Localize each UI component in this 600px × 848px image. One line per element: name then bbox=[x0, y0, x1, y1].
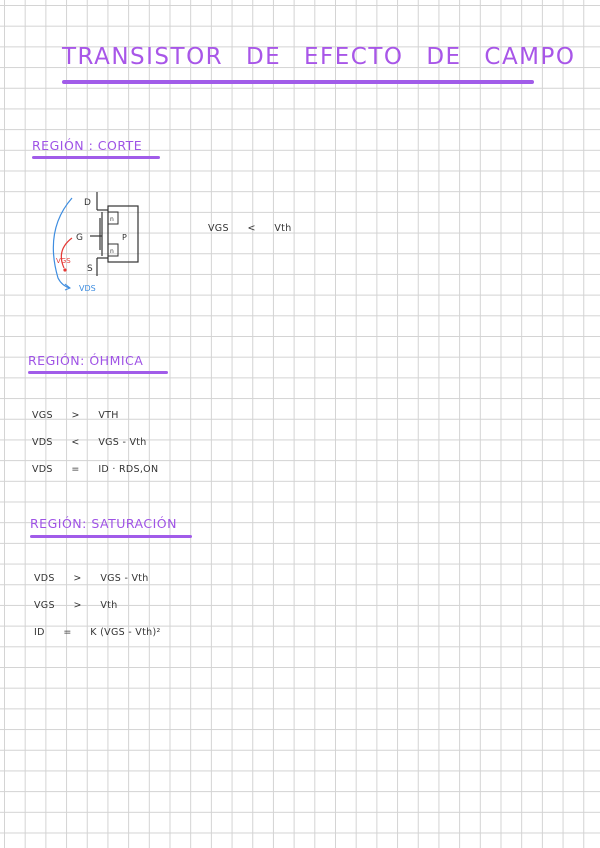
ohmica-eq3-op: = bbox=[71, 464, 80, 475]
vds-label: VDS bbox=[79, 284, 96, 293]
title-underline bbox=[62, 80, 534, 84]
drain-label: D bbox=[84, 198, 91, 208]
saturacion-equation-1 bbox=[34, 573, 149, 584]
section-heading-ohmica: REGIÓN: ÓHMICA bbox=[28, 353, 144, 368]
section-heading-saturacion: REGIÓN: SATURACIÓN bbox=[30, 516, 177, 531]
ohmica-eq3-rhs: ID · RDS,ON bbox=[98, 464, 159, 475]
saturacion-eq2-lhs: VGS bbox=[34, 600, 55, 611]
gate-label: G bbox=[76, 233, 83, 243]
saturacion-eq3-op: = bbox=[63, 627, 72, 638]
saturacion-equation-2 bbox=[34, 600, 118, 611]
saturacion-eq3-rhs: K (VGS - Vth)² bbox=[90, 627, 161, 638]
ohmica-eq1-rhs: VTH bbox=[98, 410, 119, 421]
corte-rhs: Vth bbox=[274, 223, 292, 234]
ohmica-eq1-lhs: VGS bbox=[32, 410, 53, 421]
section-underline-corte bbox=[32, 156, 160, 159]
saturacion-eq3-lhs: ID bbox=[34, 627, 45, 638]
saturacion-equation-3 bbox=[34, 627, 161, 638]
saturacion-eq1-rhs: VGS - Vth bbox=[100, 573, 149, 584]
vgs-label: VGS bbox=[56, 257, 71, 265]
ohmica-equation-2 bbox=[32, 437, 147, 448]
source-label: S bbox=[87, 264, 93, 274]
ohmica-equation-3 bbox=[32, 464, 158, 475]
vds-arrow bbox=[53, 198, 72, 288]
corte-op: < bbox=[247, 223, 256, 234]
mosfet-diagram bbox=[40, 190, 180, 300]
corte-condition bbox=[208, 223, 292, 234]
saturacion-eq1-lhs: VDS bbox=[34, 573, 55, 584]
saturacion-eq1-op: > bbox=[73, 573, 82, 584]
corte-lhs: VGS bbox=[208, 223, 229, 234]
ohmica-eq1-op: > bbox=[71, 410, 80, 421]
saturacion-eq2-rhs: Vth bbox=[100, 600, 118, 611]
n-label-bottom: n bbox=[110, 248, 114, 255]
ohmica-eq2-lhs: VDS bbox=[32, 437, 53, 448]
n-label-top: n bbox=[110, 216, 114, 223]
page-title: TRANSISTOR DE EFECTO DE CAMPO bbox=[62, 44, 576, 70]
ohmica-eq3-lhs: VDS bbox=[32, 464, 53, 475]
ohmica-equation-1 bbox=[32, 410, 119, 421]
section-underline-ohmica bbox=[28, 371, 168, 374]
ohmica-eq2-op: < bbox=[71, 437, 80, 448]
saturacion-eq2-op: > bbox=[73, 600, 82, 611]
vgs-dot bbox=[63, 268, 66, 271]
p-label: P bbox=[122, 233, 127, 242]
section-underline-saturacion bbox=[30, 535, 192, 538]
section-heading-corte: REGIÓN : CORTE bbox=[32, 138, 143, 153]
ohmica-eq2-rhs: VGS - Vth bbox=[98, 437, 147, 448]
